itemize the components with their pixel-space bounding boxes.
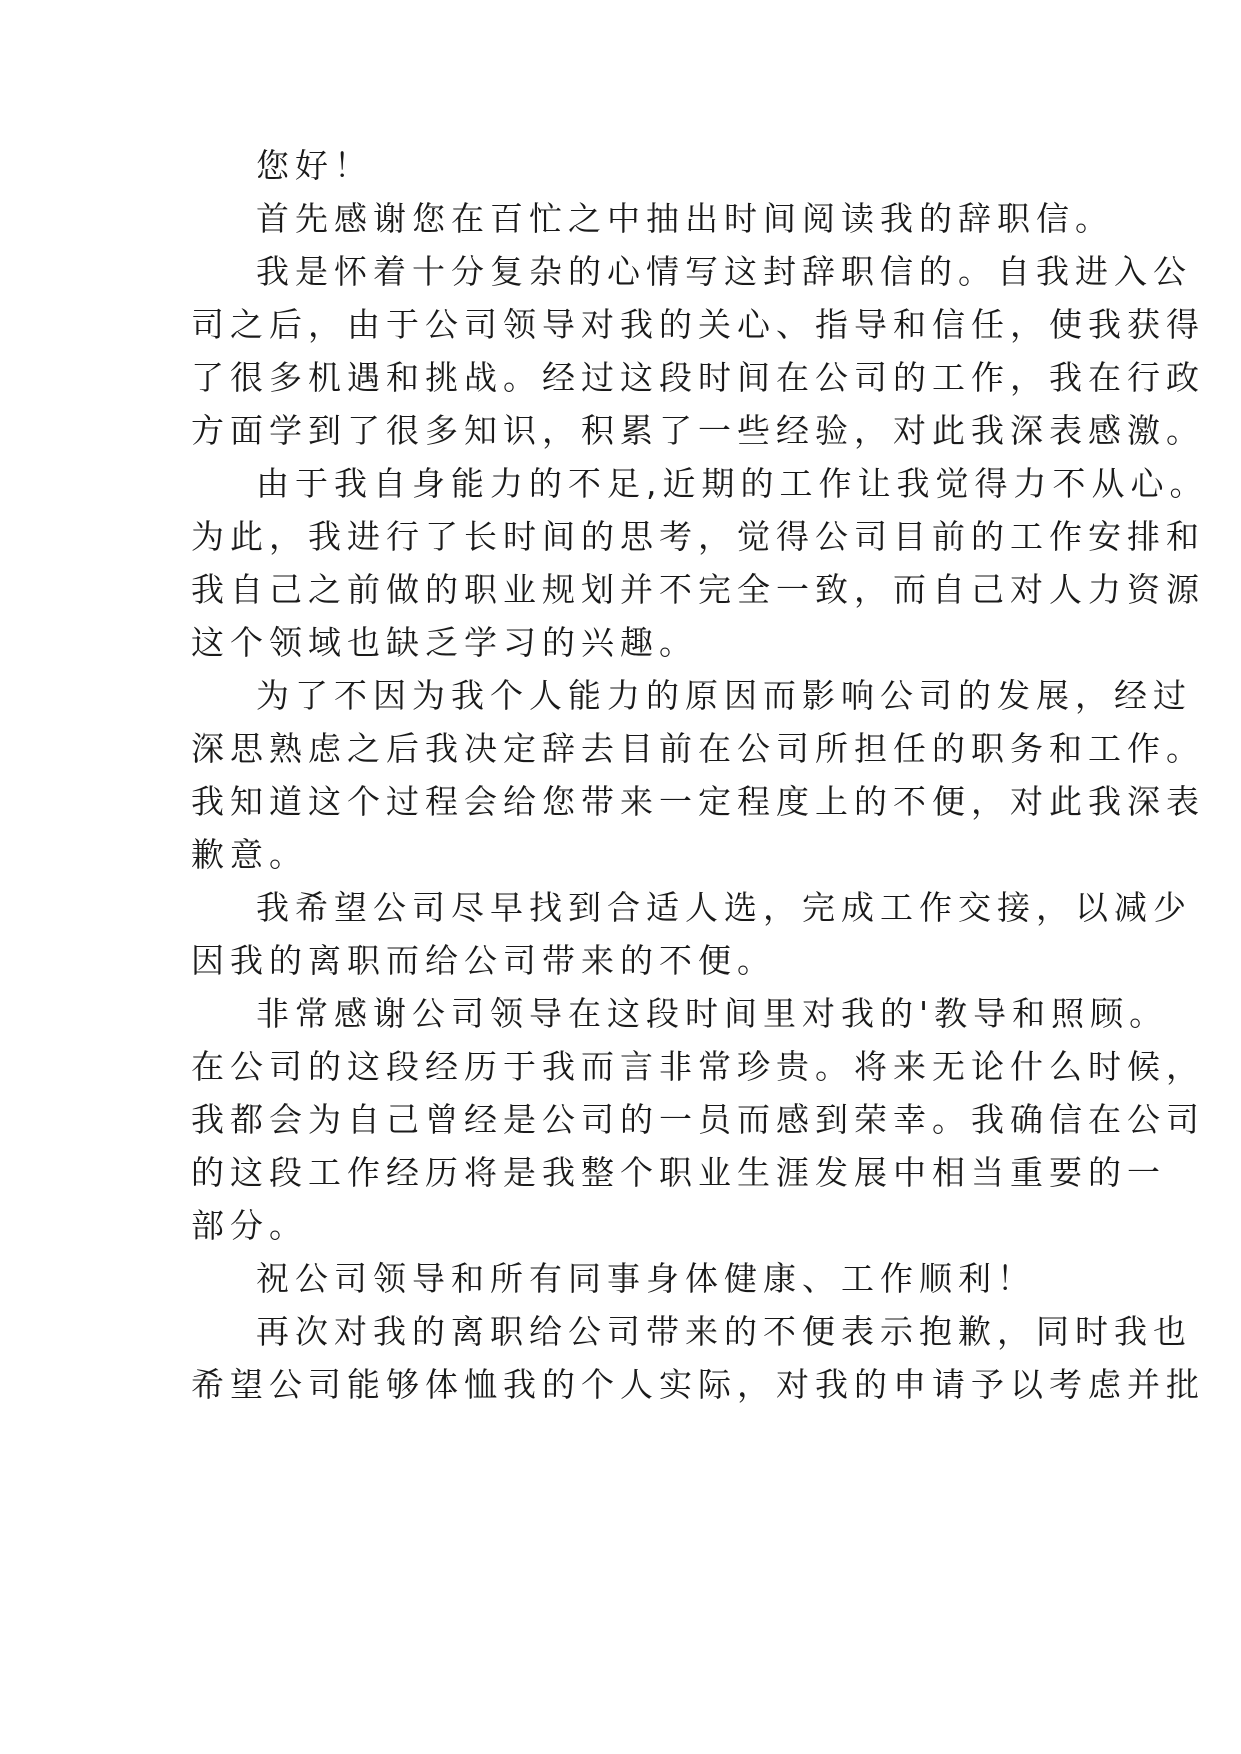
text-line: 我都会为自己曾经是公司的一员而感到荣幸。我确信在公司 [191, 1100, 1205, 1139]
text-line: 希望公司能够体恤我的个人实际，对我的申请予以考虑并批 [191, 1365, 1205, 1404]
text-line: 方面学到了很多知识，积累了一些经验，对此我深表感激。 [191, 411, 1205, 450]
text-line: 我知道这个过程会给您带来一定程度上的不便，对此我深表 [191, 782, 1205, 821]
text-line: 深思熟虑之后我决定辞去目前在公司所担任的职务和工作。 [191, 729, 1205, 768]
text-line: 再次对我的离职给公司带来的不便表示抱歉，同时我也 [256, 1312, 1192, 1351]
text-line: 司之后，由于公司领导对我的关心、指导和信任，使我获得 [191, 305, 1205, 344]
text-line: 了很多机遇和挑战。经过这段时间在公司的工作，我在行政 [191, 358, 1205, 397]
text-line: 祝公司领导和所有同事身体健康、工作顺利！ [256, 1259, 1036, 1298]
text-line: 您好！ [256, 146, 373, 185]
text-line: 首先感谢您在百忙之中抽出时间阅读我的辞职信。 [256, 199, 1114, 238]
text-line: 这个领域也缺乏学习的兴趣。 [191, 623, 698, 662]
text-line: 在公司的这段经历于我而言非常珍贵。将来无论什么时候， [191, 1047, 1205, 1086]
text-line: 我希望公司尽早找到合适人选，完成工作交接，以减少 [256, 888, 1192, 927]
text-line: 部分。 [191, 1206, 308, 1245]
text-line: 的这段工作经历将是我整个职业生涯发展中相当重要的一 [191, 1153, 1166, 1192]
text-line: 为了不因为我个人能力的原因而影响公司的发展，经过 [256, 676, 1192, 715]
text-line: 我是怀着十分复杂的心情写这封辞职信的。自我进入公 [256, 252, 1192, 291]
text-line: 由于我自身能力的不足,近期的工作让我觉得力不从心。 [256, 464, 1209, 503]
text-line: 我自己之前做的职业规划并不完全一致，而自己对人力资源 [191, 570, 1205, 609]
text-line: 非常感谢公司领导在这段时间里对我的'教导和照顾。 [256, 994, 1169, 1033]
text-line: 歉意。 [191, 835, 308, 874]
text-line: 为此，我进行了长时间的思考，觉得公司目前的工作安排和 [191, 517, 1205, 556]
text-line: 因我的离职而给公司带来的不便。 [191, 941, 776, 980]
